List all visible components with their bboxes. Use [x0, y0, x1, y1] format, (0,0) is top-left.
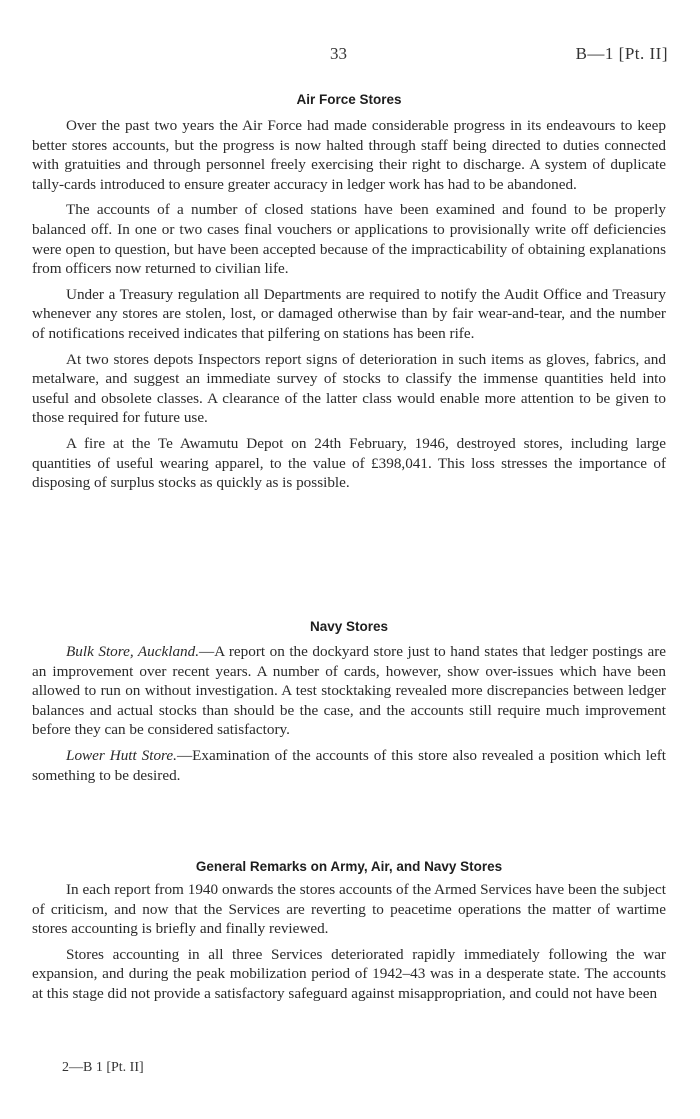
- page-number: 33: [330, 44, 347, 63]
- paragraph: The accounts of a number of closed stations have been examined and found to be properly balanced off. In one or two cases final vouchers or applications to provisionally write off deficiencies were open to question, but have been accepted because of the impracticability of obtaining explanations from officers now returned to civilian life.: [32, 201, 666, 278]
- section-heading-general-remarks: General Remarks on Army, Air, and Navy Stores: [195, 859, 503, 874]
- footer-signature-mark: 2—B 1 [Pt. II]: [62, 1060, 144, 1075]
- paragraph: Stores accounting in all three Services deteriorated rapidly immediately following the war expansion, and during the peak mobilization period of 1942–43 was in a desperate state. The accounts at this stage did not provide a satisfactory safeguard against misappropriation, and could not have been: [32, 945, 666, 1002]
- subheading-lower-hutt-store: Lower Hutt Store.: [66, 746, 177, 764]
- paragraph: A fire at the Te Awamutu Depot on 24th February, 1946, destroyed stores, including large quantities of useful wearing apparel, to the value of £398,041. This loss stresses the importance of disposing of surplus stocks as quickly as is possible.: [32, 434, 666, 492]
- document-reference: B—1 [Pt. II]: [575, 44, 668, 63]
- paragraph: In each report from 1940 onwards the stores accounts of the Armed Services have been the subject of criticism, and now that the Services are reverting to peacetime operations the matter of wartime stores accounting is briefly and finally reviewed.: [32, 881, 666, 938]
- paragraph: Over the past two years the Air Force had made considerable progress in its endeavours to keep better stores accounts, but the progress is now halted through staff being directed to duties connected with gratuities and through personnel freely exercising their right to discharge. A system of duplicate tally-cards introduced to ensure greater accuracy in ledger work has had to be abandoned.: [32, 117, 666, 193]
- paragraph-text: —A report on the dockyard store just to hand states that ledger postings are an improvement over recent years. A number of cards, however, show over-issues which have been allowed to run on without investigation. A test stocktaking revealed more discrepancies between ledger balances and actual stocks than should be the case, and the accounts still require much improvement before they can be considered satisfactory.: [32, 643, 666, 739]
- paragraph: Under a Treasury regulation all Departments are required to notify the Audit Office and Treasury whenever any stores are stolen, lost, or damaged otherwise than by fair wear-and-tear, and the number of notifications received indicates that pilfering on stations has been rife.: [32, 285, 666, 342]
- section-navy-stores: [32, 642, 666, 785]
- subheading-bulk-store: Bulk Store, Auckland.: [66, 643, 200, 660]
- paragraph-lower-hutt-store: [32, 746, 666, 785]
- section-air-force-stores: [32, 116, 666, 493]
- paragraph-bulk-store: [32, 642, 666, 740]
- paragraph-text: —Examination of the accounts of this store also revealed a position which left something to be desired.: [32, 746, 666, 784]
- section-general-remarks: [32, 880, 666, 1004]
- section-heading-air-force-stores: Air Force Stores: [296, 92, 402, 107]
- paragraph: At two stores depots Inspectors report signs of deterioration in such items as gloves, fabrics, and metalware, and suggest an immediate survey of stocks to classify the immense quantities held into useful and obsolete classes. A clearance of the latter class would enable more attention to be given to those required for future use.: [32, 350, 666, 427]
- section-heading-navy-stores: Navy Stores: [309, 619, 389, 634]
